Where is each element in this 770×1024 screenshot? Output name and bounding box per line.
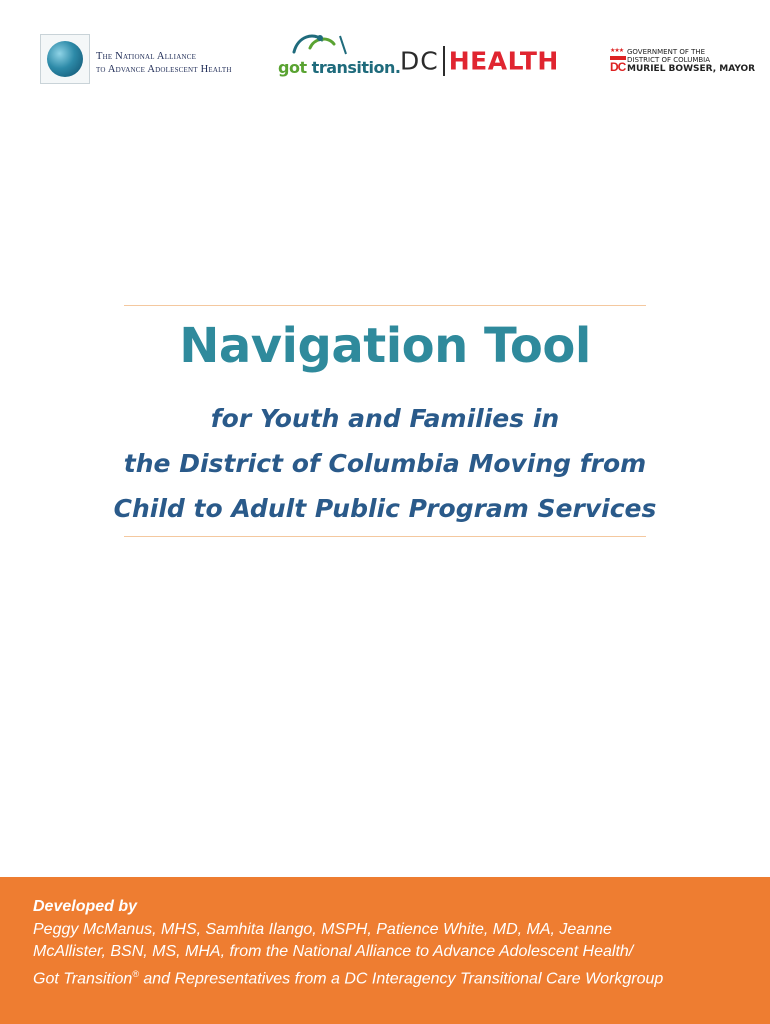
national-alliance-wordmark: The National Alliance to Advance Adolescent Health [96, 51, 232, 75]
title-rule-top [124, 305, 646, 306]
dc-flag-icon: ★★★ DC [610, 48, 626, 74]
subtitle-line-3: Child to Adult Public Program Services [113, 494, 657, 523]
got-transition-logo [270, 30, 401, 88]
got-transition-swoosh-icon [288, 30, 358, 60]
got-transition-wordmark: got transition. [278, 58, 401, 77]
subtitle-line-2: the District of Columbia Moving from [123, 449, 647, 478]
credits-line-3: Got Transition® and Representatives from a DC Interagency Transitional Care Workgroup [33, 969, 664, 988]
credits-text [33, 919, 743, 990]
credits-line-2: McAllister, BSN, MS, MHA, from the National Alliance to Advance Adolescent Health/ [33, 943, 634, 960]
document-title: Navigation Tool [179, 318, 591, 374]
government-dc-wordmark: GOVERNMENT OF THE DISTRICT OF COLUMBIA MURIEL BOWSER, MAYOR [627, 48, 756, 74]
government-dc-logo [610, 48, 756, 78]
dc-health-dc: DC [400, 46, 439, 76]
national-alliance-logo [40, 34, 250, 84]
dc-health-health: HEALTH [448, 46, 559, 76]
dc-health-logo [400, 46, 559, 76]
credits-line-1: Peggy McManus, MHS, Samhita Ilango, MSPH, Patience White, MD, MA, Jeanne [33, 921, 612, 938]
credits-footer [0, 877, 770, 1024]
title-rule-bottom [124, 536, 646, 537]
document-subtitle [0, 396, 770, 531]
subtitle-line-1: for Youth and Families in [210, 404, 560, 433]
logo-strip [0, 30, 770, 90]
developed-by-heading: Developed by [33, 898, 138, 915]
dc-health-divider [443, 46, 445, 76]
globe-icon [40, 34, 90, 84]
